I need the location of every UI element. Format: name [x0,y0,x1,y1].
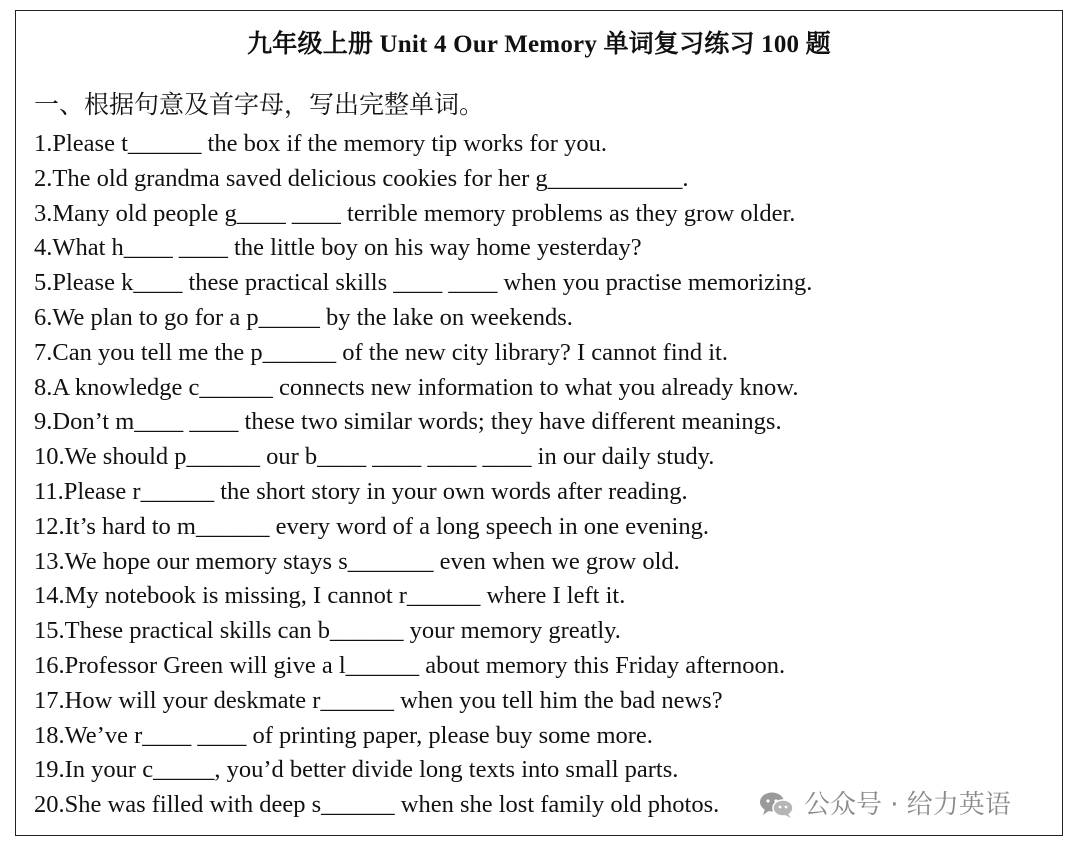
question-item: 12.It’s hard to m______ every word of a long speech in one evening. [34,512,709,540]
question-item: 10.We should p______ our b____ ____ ____ ____ in our daily study. [34,443,715,471]
question-item: 2.The old grandma saved delicious cookies for her g___________. [34,164,689,192]
question-item: 17.How will your deskmate r______ when you tell him the bad news? [34,686,723,714]
section-heading: 一、根据句意及首字母，写出完整单词。 [34,90,485,119]
question-item: 3.Many old people g____ ____ terrible memory problems as they grow older. [34,199,796,227]
worksheet [15,10,1063,836]
question-item: 8.A knowledge c______ connects new information to what you already know. [34,373,799,401]
question-item: 18.We’ve r____ ____ of printing paper, please buy some more. [34,721,653,749]
question-item: 5.Please k____ these practical skills ____ ____ when you practise memorizing. [34,269,813,297]
wechat-icon [758,790,796,820]
question-item: 14.My notebook is missing, I cannot r______ where I left it. [34,582,626,610]
question-item: 1.Please t______ the box if the memory tip works for you. [34,130,607,157]
watermark [758,788,1011,822]
question-item: 7.Can you tell me the p______ of the new city library? I cannot find it. [34,338,728,366]
question-item: 20.She was filled with deep s______ when she lost family old photos. [34,791,720,819]
question-item: 6.We plan to go for a p_____ by the lake on weekends. [34,303,573,331]
question-item: 11.Please r______ the short story in your own words after reading. [34,477,688,505]
question-list [34,127,812,823]
question-item: 19.In your c_____, you’d better divide long texts into small parts. [34,756,679,784]
question-item: 9.Don’t m____ ____ these two similar words; they have different meanings. [34,408,782,436]
watermark-text: 公众号 · 给力英语 [804,790,1011,820]
question-item: 13.We hope our memory stays s_______ even when we grow old. [34,547,680,575]
question-item: 4.What h____ ____ the little boy on his way home yesterday? [34,234,642,262]
question-item: 15.These practical skills can b______ your memory greatly. [34,617,621,645]
question-item: 16.Professor Green will give a l______ about memory this Friday afternoon. [34,651,786,679]
worksheet-title: 九年级上册 Unit 4 Our Memory 单词复习练习 100 题 [247,31,831,58]
